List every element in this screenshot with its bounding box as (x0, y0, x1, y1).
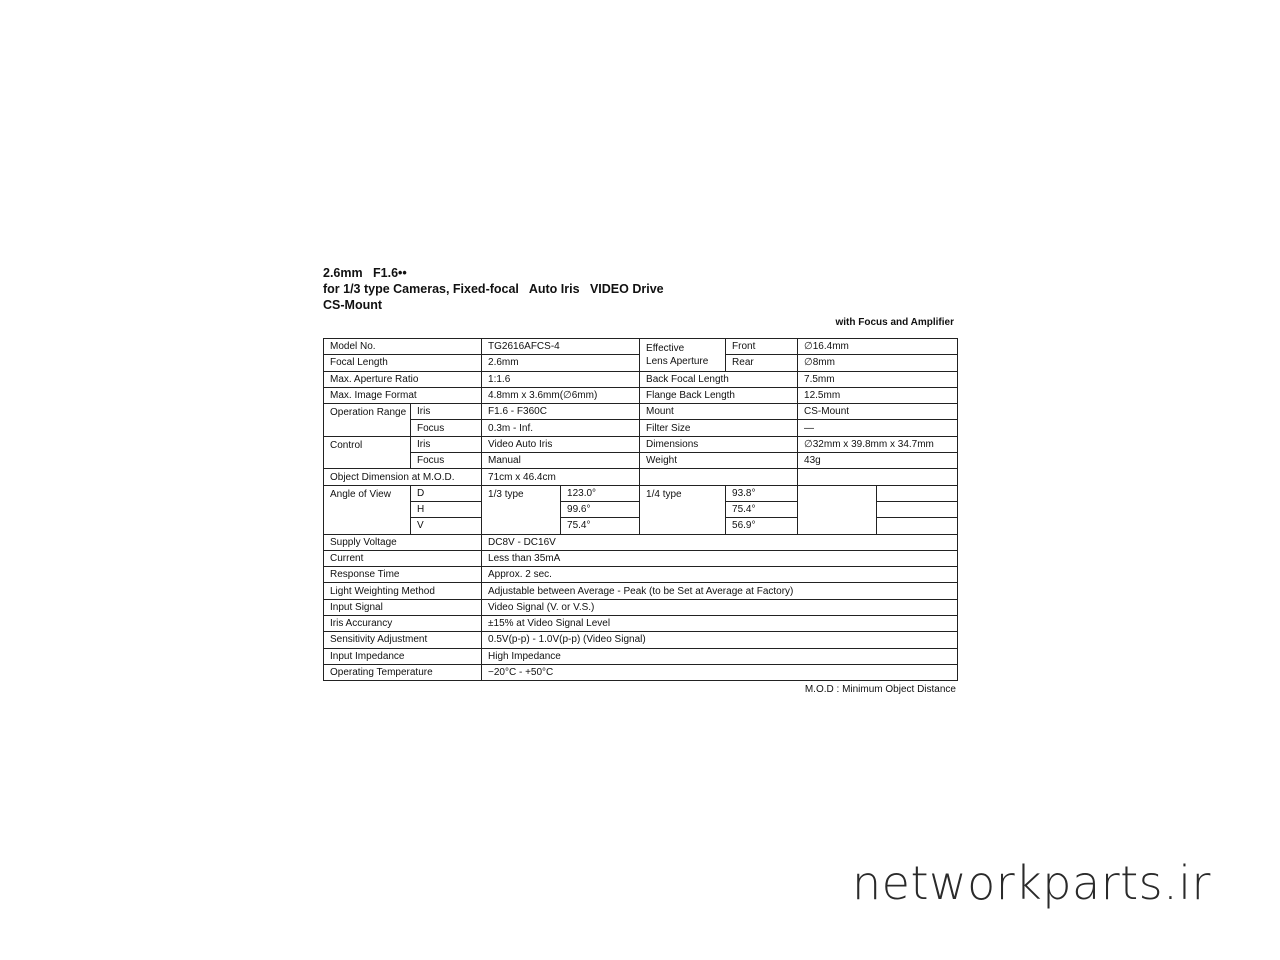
spec-table (323, 338, 958, 681)
title-line-3: CS-Mount (323, 298, 383, 312)
spec-label: Object Dimension at M.O.D. (324, 469, 482, 485)
aov-axis: V (411, 518, 482, 534)
empty-cell (877, 485, 958, 501)
spec-value: High Impedance (482, 648, 958, 664)
table-row (324, 387, 958, 403)
lens-aperture-label: Lens Aperture (646, 355, 709, 367)
spec-value: ∅16.4mm (798, 339, 958, 355)
spec-label: Sensitivity Adjustment (324, 632, 482, 648)
table-row (324, 632, 958, 648)
spec-value: — (798, 420, 958, 436)
watermark-logo: networkparts.ir (852, 856, 1211, 910)
spec-label (640, 339, 726, 372)
spec-value: Manual (482, 453, 640, 469)
spec-label: Weight (640, 453, 798, 469)
table-row (324, 453, 958, 469)
table-row (324, 420, 958, 436)
spec-value: ∅8mm (798, 355, 958, 371)
spec-label: Mount (640, 404, 798, 420)
table-row (324, 469, 958, 485)
subtitle-note: with Focus and Amplifier (835, 317, 954, 328)
spec-label: Operation Range (324, 404, 411, 437)
table-row (324, 339, 958, 355)
table-row (324, 550, 958, 566)
spec-label: Light Weighting Method (324, 583, 482, 599)
aov-axis: H (411, 501, 482, 517)
table-row (324, 648, 958, 664)
spec-sublabel: Focus (411, 420, 482, 436)
spec-sublabel: Focus (411, 453, 482, 469)
table-row (324, 664, 958, 680)
table-row (324, 485, 958, 501)
empty-cell (798, 485, 877, 534)
spec-value: Video Signal (V. or V.S.) (482, 599, 958, 615)
spec-value: 12.5mm (798, 387, 958, 403)
aov-value-13: 123.0° (561, 485, 640, 501)
spec-value: Video Auto Iris (482, 436, 640, 452)
spec-value: ±15% at Video Signal Level (482, 616, 958, 632)
spec-sublabel: Iris (411, 404, 482, 420)
spec-label: Operating Temperature (324, 664, 482, 680)
spec-sublabel: Rear (726, 355, 798, 371)
spec-value: ∅32mm x 39.8mm x 34.7mm (798, 436, 958, 452)
spec-label: Control (324, 436, 411, 469)
spec-value: 0.3m - Inf. (482, 420, 640, 436)
spec-value: TG2616AFCS-4 (482, 339, 640, 355)
aov-axis: D (411, 485, 482, 501)
aov-value-13: 75.4° (561, 518, 640, 534)
spec-label: Flange Back Length (640, 387, 798, 403)
title-line-2: for 1/3 type Cameras, Fixed-focal Auto Iris VIDEO Drive (323, 282, 664, 296)
table-row (324, 567, 958, 583)
spec-label: Input Impedance (324, 648, 482, 664)
empty-cell (877, 518, 958, 534)
footnote: M.O.D : Minimum Object Distance (804, 684, 956, 695)
spec-value: 7.5mm (798, 371, 958, 387)
title-line-1: 2.6mm F1.6•• (323, 266, 407, 280)
aov-value-13: 99.6° (561, 501, 640, 517)
spec-label: Model No. (324, 339, 482, 355)
aov-value-14: 56.9° (726, 518, 798, 534)
spec-label: Dimensions (640, 436, 798, 452)
spec-label: Filter Size (640, 420, 798, 436)
spec-value: 71cm x 46.4cm (482, 469, 640, 485)
effective-label: Effective (646, 342, 685, 354)
spec-value: −20°C - +50°C (482, 664, 958, 680)
spec-label: Max. Aperture Ratio (324, 371, 482, 387)
spec-value: Adjustable between Average - Peak (to be Set at Average at Factory) (482, 583, 958, 599)
spec-label: Current (324, 550, 482, 566)
spec-value: Less than 35mA (482, 550, 958, 566)
table-row (324, 436, 958, 452)
table-row (324, 404, 958, 420)
spec-value: DC8V - DC16V (482, 534, 958, 550)
spec-sublabel: Front (726, 339, 798, 355)
empty-cell (798, 469, 958, 485)
spec-label: Response Time (324, 567, 482, 583)
aov-value-14: 93.8° (726, 485, 798, 501)
empty-cell (640, 469, 798, 485)
table-row (324, 534, 958, 550)
table-row (324, 583, 958, 599)
spec-value: 2.6mm (482, 355, 640, 371)
spec-value: 0.5V(p-p) - 1.0V(p-p) (Video Signal) (482, 632, 958, 648)
aov-type-13: 1/3 type (482, 485, 561, 534)
spec-label: Max. Image Format (324, 387, 482, 403)
spec-label: Back Focal Length (640, 371, 798, 387)
empty-cell (877, 501, 958, 517)
spec-value: 4.8mm x 3.6mm(∅6mm) (482, 387, 640, 403)
spec-label: Input Signal (324, 599, 482, 615)
spec-title (323, 265, 664, 313)
spec-sublabel: Iris (411, 436, 482, 452)
spec-label: Iris Accurancy (324, 616, 482, 632)
spec-value: F1.6 - F360C (482, 404, 640, 420)
spec-value: Approx. 2 sec. (482, 567, 958, 583)
spec-value: CS-Mount (798, 404, 958, 420)
spec-label: Supply Voltage (324, 534, 482, 550)
table-row (324, 599, 958, 615)
aov-type-14: 1/4 type (640, 485, 726, 534)
spec-label: Focal Length (324, 355, 482, 371)
spec-label: Angle of View (324, 485, 411, 534)
spec-value: 43g (798, 453, 958, 469)
aov-value-14: 75.4° (726, 501, 798, 517)
table-row (324, 371, 958, 387)
spec-value: 1:1.6 (482, 371, 640, 387)
table-row (324, 616, 958, 632)
